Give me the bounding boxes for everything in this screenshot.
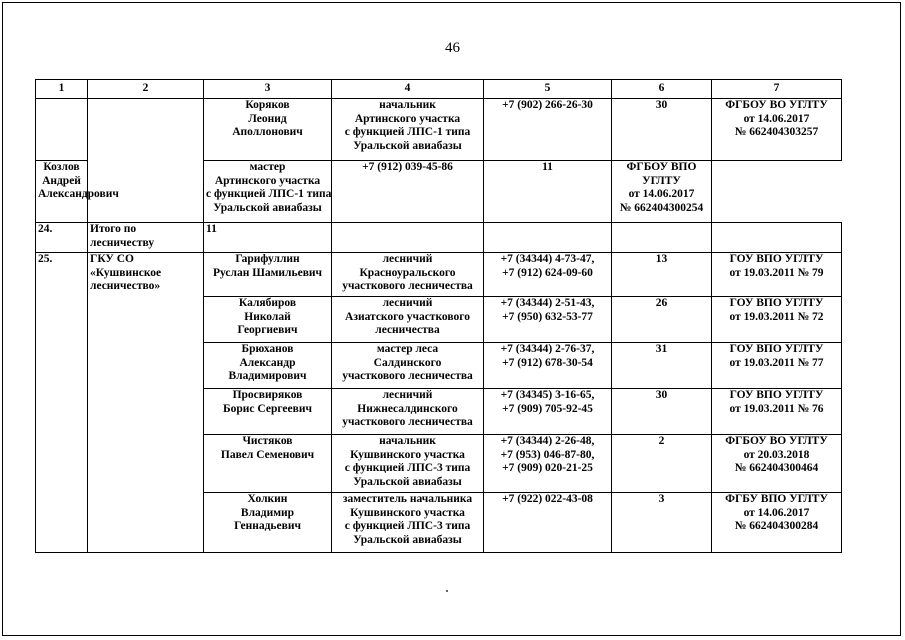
position-cell [332,493,484,553]
column-header: 1 [36,80,88,99]
table-row [36,99,842,161]
phone-line: +7 (912) 624-09-60 [502,266,593,279]
position-line: мастер [249,161,286,173]
phone-cell [484,253,612,297]
position-line: участкового лесничества [342,416,473,428]
page-number: 46 [445,40,460,56]
employee-name-line: Аполлонович [232,126,303,138]
position-cell [332,99,484,161]
row-number-cell [36,99,88,161]
table-row [36,253,842,297]
employee-name-line: 11 [206,223,217,235]
phone-cell [484,297,612,343]
education-line: № 662404303257 [734,126,819,138]
count-cell: 2 [612,435,712,493]
forestry-name-cell [88,223,204,253]
position-line: мастер леса [376,343,439,355]
position-line: Нижнесалдинского [357,402,458,415]
position-line: Артинского участка [354,112,461,125]
education-line: № 662404300254 [619,201,704,214]
position-line: лесничий [382,297,433,309]
column-header: 5 [484,80,612,99]
education-line: № 662404300284 [734,520,819,532]
employee-name-line: Александрович [38,188,119,200]
table-row [36,223,842,253]
forestry-name-line: лесничеству [90,236,155,249]
employee-name-line: Владимир [240,506,295,519]
position-cell [332,343,484,389]
phone-cell [484,343,612,389]
education-line: от 14.06.2017 [743,112,810,125]
position-line: заместитель начальника [342,493,473,505]
count-cell: 3 [612,493,712,553]
position-line: Салдинского [373,356,442,369]
employee-name-cell [204,435,332,493]
phone-cell [484,99,612,161]
phone-cell [484,223,612,253]
employee-name-cell [36,161,119,223]
position-cell [332,253,484,297]
employee-name-line: Просвиряков [232,389,303,401]
education-line: от 20.03.2018 [743,448,810,461]
education-cell [712,253,842,297]
employee-name-line: Александр [239,356,296,369]
phone-line: +7 (34344) 2-76-37, [500,343,595,355]
employee-name-line: Калябиров [238,297,297,309]
education-line: ГОУ ВПО УГЛТУ [729,297,824,309]
education-line: от 14.06.2017 [743,506,810,519]
forestry-name-line: «Кушвинское [90,266,162,279]
employee-name-line: Руслан Шамильевич [212,266,323,279]
employee-name-line: Коряков [245,99,290,111]
forestry-name-line: Итого по [90,223,137,235]
phone-cell [484,389,612,435]
count-cell: 31 [612,343,712,389]
education-line: УГЛТУ [642,174,681,187]
phone-line: +7 (912) 039-45-86 [362,161,453,173]
phone-cell [332,161,484,223]
forestry-name-cell [88,253,204,553]
phone-line: +7 (34345) 3-16-65, [500,389,595,401]
position-line: с функцией ЛПС-1 типа [344,126,471,138]
column-header: 3 [204,80,332,99]
phone-cell [484,493,612,553]
education-cell [712,389,842,435]
education-line: от 14.06.2017 [628,188,695,200]
position-line: Кушвинского участка [350,506,465,519]
position-cell [332,389,484,435]
education-cell [712,223,842,253]
forestry-name-line: лесничество» [90,280,161,292]
count-cell [612,223,712,253]
employee-name-cell [204,253,332,297]
employee-name-cell [204,389,332,435]
count-cell: 11 [484,161,612,223]
education-line: № 662404300464 [734,462,819,474]
phone-line: +7 (912) 678-30-54 [502,356,593,369]
education-line: от 19.03.2011 № 77 [729,356,824,369]
employee-name-line: Владимирович [228,370,307,382]
employee-name-line: Леонид [248,112,287,125]
column-header: 2 [88,80,204,99]
count-cell: 30 [612,389,712,435]
education-cell [712,493,842,553]
education-line: от 19.03.2011 № 72 [729,310,824,323]
employee-name-cell [204,99,332,161]
count-cell: 13 [612,253,712,297]
employee-name-line: Николай [244,310,291,323]
scan-speck [446,590,448,592]
education-cell [612,161,712,223]
employee-name-line: Чистяков [242,435,293,447]
column-header: 4 [332,80,484,99]
education-line: ФГБОУ ВО УГЛТУ [725,435,828,447]
header-row [36,80,842,99]
employee-name-line: Холкин [247,493,288,505]
phone-line: +7 (922) 022-43-08 [502,493,593,505]
position-line: Уральской авиабазы [353,139,462,152]
employee-name-cell [204,343,332,389]
position-line: начальник [379,99,436,111]
position-line: Кушвинского участка [350,448,465,461]
position-line: Красноуральского [359,266,456,279]
phone-line: +7 (950) 632-53-77 [502,310,593,323]
employee-name-line: Геннадьевич [234,520,301,532]
position-cell [204,161,332,223]
position-line: лесничества [375,324,440,336]
phone-line: +7 (902) 266-26-30 [502,99,593,111]
education-line: от 19.03.2011 № 79 [729,266,824,279]
employee-name-cell [204,223,332,253]
employee-name-line: Гарифуллин [235,253,300,265]
education-line: от 19.03.2011 № 76 [729,402,824,415]
education-line: ФГБОУ ВПО [626,161,697,173]
position-line: начальник [379,435,436,447]
phone-line: +7 (909) 020-21-25 [502,462,593,474]
forestry-name-cell [88,99,204,223]
employee-name-line: Андрей [42,174,81,187]
education-line: ГОУ ВПО УГЛТУ [729,253,824,265]
phone-cell [484,435,612,493]
phone-line: +7 (34344) 2-26-48, [500,435,595,447]
position-line: с функцией ЛПС-3 типа [344,462,471,474]
phone-line: +7 (953) 046-87-80, [500,448,595,461]
row-number-cell: 25. [36,253,88,553]
education-line: ГОУ ВПО УГЛТУ [729,343,824,355]
position-line: Артинского участка [214,174,321,187]
employee-name-line: Георгиевич [237,324,298,336]
position-cell [332,297,484,343]
education-cell [712,343,842,389]
position-line: с функцией ЛПС-1 типа [206,188,332,200]
education-line: ФГБУ ВПО УГЛТУ [725,493,828,505]
position-line: лесничий [382,389,433,401]
position-line: Уральской авиабазы [213,201,322,214]
phone-line: +7 (34344) 2-51-43, [500,297,595,309]
position-line: участкового лесничества [342,370,473,382]
education-cell [712,435,842,493]
employee-name-line: Павел Семенович [220,448,315,461]
education-line: ГОУ ВПО УГЛТУ [729,389,824,401]
education-cell [712,99,842,161]
position-line: лесничий [382,253,433,265]
employee-name-cell [204,493,332,553]
education-cell [712,297,842,343]
employee-name-line: Брюханов [241,343,294,355]
row-number-cell: 24. [36,223,88,253]
education-line: ФГБОУ ВО УГЛТУ [725,99,828,111]
position-line: с функцией ЛПС-3 типа [344,520,471,532]
personnel-table [35,79,842,553]
position-line: Азиатского участкового [345,310,470,323]
employee-name-cell [204,297,332,343]
column-header: 7 [712,80,842,99]
phone-line: +7 (34344) 4-73-47, [500,253,595,265]
employee-name-line: Козлов [43,161,80,173]
position-cell [332,223,484,253]
count-cell: 30 [612,99,712,161]
position-line: Уральской авиабазы [353,475,462,488]
phone-line: +7 (909) 705-92-45 [502,402,593,415]
position-line: участкового лесничества [342,280,473,292]
employee-name-line: Борис Сергеевич [223,402,312,415]
position-cell [332,435,484,493]
column-header: 6 [612,80,712,99]
forestry-name-line: ГКУ СО [90,253,134,265]
position-line: Уральской авиабазы [353,533,462,546]
count-cell: 26 [612,297,712,343]
